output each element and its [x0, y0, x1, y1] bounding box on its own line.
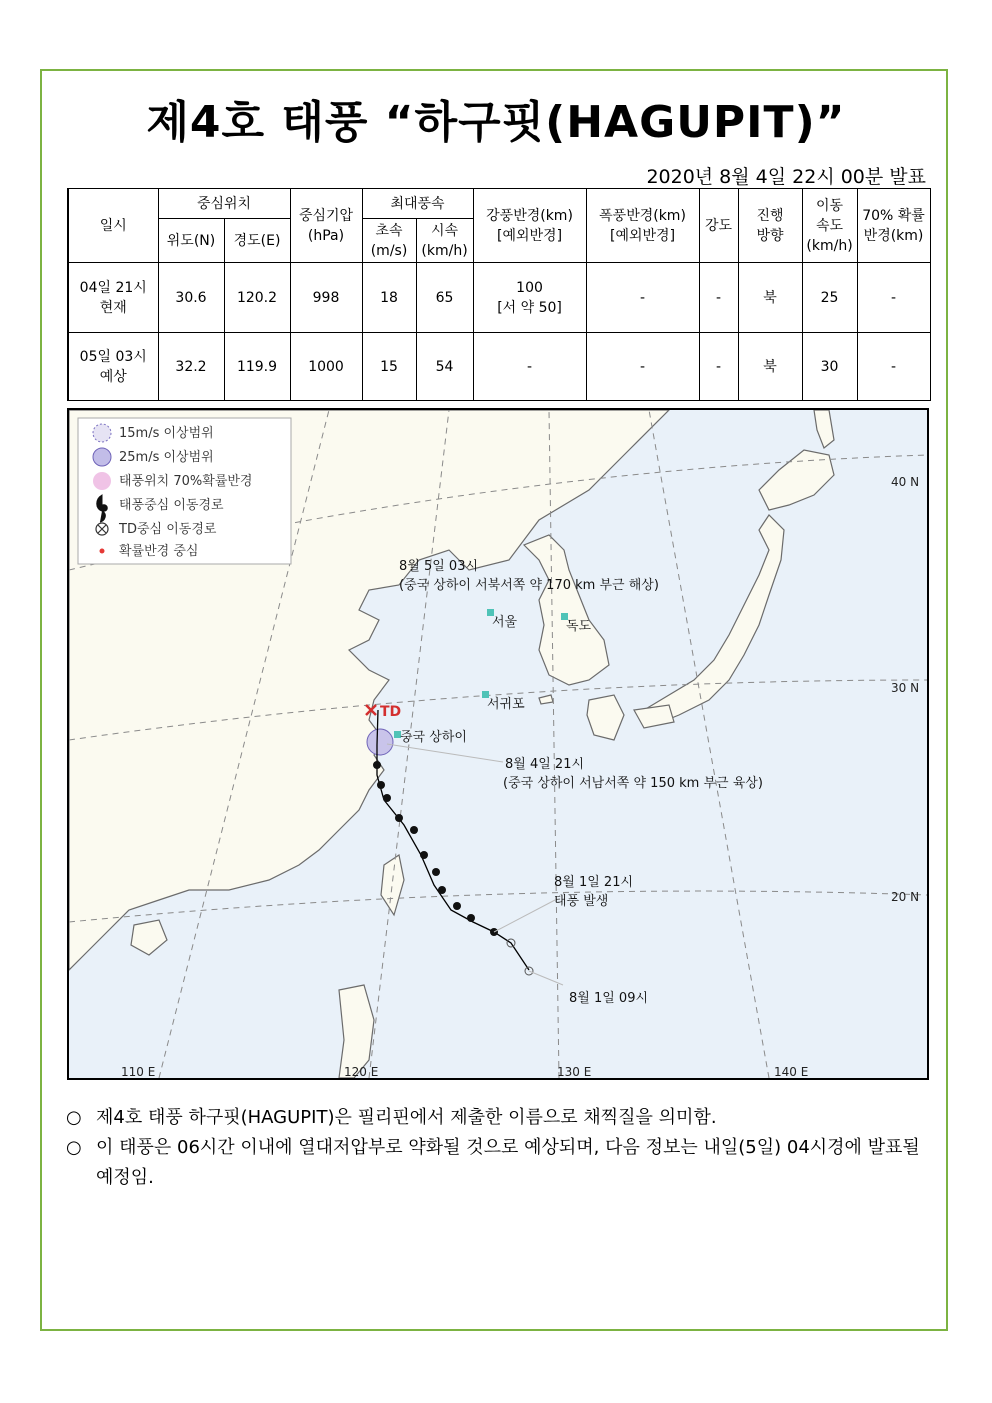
annotation-aug1-09-time: 8월 1일 09시	[569, 991, 649, 1006]
legend-label-prob: 태풍위치 70%확률반경	[119, 474, 253, 489]
annotation-aug5-desc: (중국 상하이 서북서쪽 약 170 km 부근 해상)	[399, 578, 659, 593]
track-point	[438, 886, 446, 894]
annotation-aug1-21-time: 8월 1일 21시	[554, 875, 634, 890]
td-label: TD	[380, 704, 402, 720]
map-legend	[78, 418, 291, 564]
legend-15ms-icon	[93, 424, 111, 442]
legend-prob-center-icon	[100, 549, 105, 554]
annotation-aug4-time: 8월 4일 21시	[505, 757, 585, 772]
header-lon: 경도(E)	[224, 219, 290, 263]
place-shanghai: 중국 상하이	[400, 730, 467, 745]
cell-prob-radius: -	[857, 263, 930, 333]
header-maxwind: 최대풍속	[362, 189, 473, 219]
cell-storm-radius: -	[586, 333, 699, 401]
cell-prob-radius: -	[857, 333, 930, 401]
lon-label-110: 110 E	[121, 1065, 156, 1078]
cell-datetime: 04일 21시 현재	[68, 263, 158, 333]
legend-label-track: 태풍중심 이동경로	[119, 498, 224, 513]
note-item	[66, 1103, 932, 1133]
lat-label-30: 30 N	[891, 681, 920, 695]
lat-label-40: 40 N	[891, 475, 920, 489]
place-seogwipo: 서귀포	[487, 697, 525, 712]
note-item	[66, 1133, 932, 1193]
place-dokdo: 독도	[566, 619, 592, 634]
cell-pressure: 998	[290, 263, 362, 333]
legend-label-prob-center: 확률반경 중심	[119, 544, 199, 559]
table-row	[68, 263, 930, 333]
place-seoul: 서울	[492, 615, 518, 630]
cell-strong-radius: -	[473, 333, 586, 401]
track-point	[432, 868, 440, 876]
cell-lat: 30.6	[158, 263, 224, 333]
notes	[66, 1103, 932, 1193]
cell-datetime: 05일 03시 예상	[68, 333, 158, 401]
cell-storm-radius: -	[586, 263, 699, 333]
cell-kmh: 65	[416, 263, 473, 333]
note-text: 이 태풍은 06시간 이내에 열대저압부로 약화될 것으로 예상되며, 다음 정보는 내일(5일) 04시경에 발표될 예정임.	[96, 1137, 920, 1188]
cell-ms: 15	[362, 333, 416, 401]
track-point	[383, 794, 391, 802]
cell-intensity: -	[699, 263, 738, 333]
cell-pressure: 1000	[290, 333, 362, 401]
header-storm-radius: 폭풍반경(km) [예외반경]	[586, 189, 699, 263]
cell-strong-radius: 100 [서 약 50]	[473, 263, 586, 333]
cell-speed: 30	[802, 333, 857, 401]
header-lat: 위도(N)	[158, 219, 224, 263]
cell-lon: 120.2	[224, 263, 290, 333]
cell-intensity: -	[699, 333, 738, 401]
lon-label-140: 140 E	[774, 1065, 809, 1078]
bullet-icon: ○	[66, 1137, 82, 1158]
track-point	[373, 761, 381, 769]
cell-direction: 북	[738, 263, 802, 333]
table-row	[68, 333, 930, 401]
bullet-icon: ○	[66, 1107, 82, 1128]
legend-25ms-icon	[93, 448, 111, 466]
track-point	[377, 781, 385, 789]
header-datetime: 일시	[68, 189, 158, 263]
cell-speed: 25	[802, 263, 857, 333]
header-direction: 진행 방향	[738, 189, 802, 263]
track-point	[410, 826, 418, 834]
page-title: 제4호 태풍 “하구핏(HAGUPIT)”	[146, 97, 846, 148]
annotation-aug5-time: 8월 5일 03시	[399, 559, 479, 574]
typhoon-info-table	[67, 188, 931, 401]
lon-label-120: 120 E	[344, 1065, 379, 1078]
header-center: 중심위치	[158, 189, 290, 219]
cell-lat: 32.2	[158, 333, 224, 401]
cell-direction: 북	[738, 333, 802, 401]
wind-radius-circle	[367, 729, 393, 755]
cell-ms: 18	[362, 263, 416, 333]
header-prob-radius: 70% 확률 반경(km)	[857, 189, 930, 263]
cell-lon: 119.9	[224, 333, 290, 401]
header-pressure: 중심기압 (hPa)	[290, 189, 362, 263]
issued-time: 2020년 8월 4일 22시 00분 발표	[646, 166, 926, 188]
header-kmh: 시속 (km/h)	[416, 219, 473, 263]
track-point	[395, 814, 403, 822]
annotation-aug1-21-desc: 태풍 발생	[554, 894, 609, 909]
cell-kmh: 54	[416, 333, 473, 401]
legend-label-15ms: 15m/s 이상범위	[119, 426, 214, 441]
lon-label-130: 130 E	[557, 1065, 592, 1078]
track-point	[420, 851, 428, 859]
legend-prob-icon	[93, 472, 111, 490]
typhoon-track-map	[67, 408, 929, 1080]
track-point	[467, 914, 475, 922]
header-intensity: 강도	[699, 189, 738, 263]
header-strong-radius: 강풍반경(km) [예외반경]	[473, 189, 586, 263]
legend-label-td: TD중심 이동경로	[119, 522, 217, 537]
legend-label-25ms: 25m/s 이상범위	[119, 450, 214, 465]
track-point	[453, 902, 461, 910]
note-text: 제4호 태풍 하구핏(HAGUPIT)은 필리핀에서 제출한 이름으로 채찍질을 의미함.	[96, 1107, 717, 1128]
lat-label-20: 20 N	[891, 890, 920, 904]
annotation-aug4-desc: (중국 상하이 서남서쪽 약 150 km 부근 육상)	[503, 776, 763, 791]
header-ms: 초속 (m/s)	[362, 219, 416, 263]
header-speed: 이동 속도 (km/h)	[802, 189, 857, 263]
